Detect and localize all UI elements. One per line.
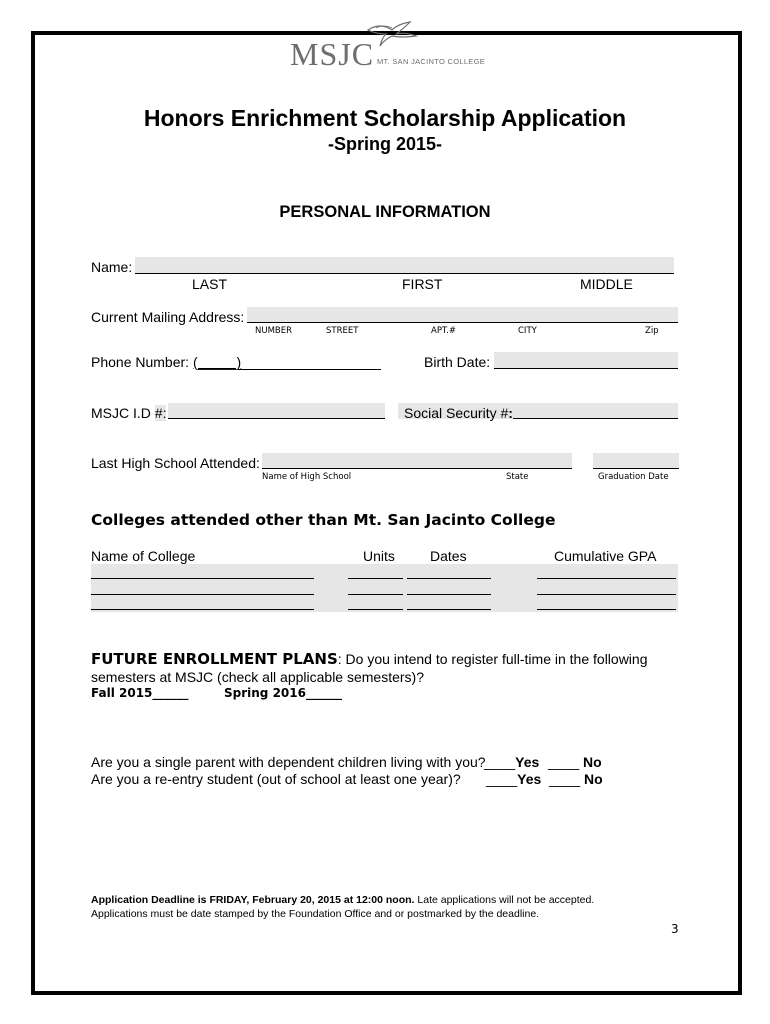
reentry-yes[interactable] — [486, 771, 541, 787]
fall-2015-label: Fall 2015 — [91, 686, 153, 700]
single-parent-yes[interactable] — [484, 754, 539, 770]
single-parent-no-label: No — [583, 754, 602, 770]
college-name-field[interactable] — [91, 578, 314, 579]
page-subtitle: -Spring 2015- — [327, 134, 443, 154]
birth-date-label: Birth Date: — [424, 354, 491, 370]
reentry-yes-label: Yes — [517, 771, 542, 787]
name-label: Name: — [91, 259, 133, 275]
address-sub-street: STREET — [326, 326, 359, 336]
address-sub-zip: Zip — [645, 326, 659, 336]
spring-2016-option[interactable] — [224, 686, 342, 700]
future-enrollment-heading: FUTURE ENROLLMENT PLANS — [91, 650, 338, 668]
ssn-field[interactable] — [513, 418, 678, 419]
college-name-field[interactable] — [91, 609, 314, 610]
graduation-date-field[interactable] — [593, 453, 679, 469]
page-number: 3 — [671, 922, 679, 936]
reentry-no[interactable] — [549, 771, 603, 787]
ssn-label-b: : — [508, 405, 513, 421]
logo-text: MSJC — [290, 36, 375, 72]
college-gpa-field[interactable] — [537, 578, 676, 579]
page-title: Honors Enrichment Scholarship Application — [143, 105, 627, 131]
msjc-id-label-a: MSJC I.D — [91, 405, 155, 421]
name-sub-first: FIRST — [402, 276, 443, 292]
phone-label — [91, 354, 241, 370]
college-dates-field[interactable] — [407, 594, 491, 595]
fall-2015-option[interactable] — [91, 686, 188, 700]
highschool-sub-name: Name of High School — [262, 472, 352, 482]
spring-2016-label: Spring 2016 — [224, 686, 306, 700]
msjc-id-underline — [168, 418, 385, 419]
future-enrollment-line1 — [91, 650, 648, 668]
reentry-no-blank[interactable]: ____ — [549, 771, 581, 787]
college-gpa-field[interactable] — [537, 609, 676, 610]
highschool-field[interactable] — [262, 453, 572, 469]
highschool-sub-grad: Graduation Date — [598, 472, 669, 482]
phone-underline[interactable] — [238, 369, 381, 370]
msjc-id-field[interactable] — [168, 403, 385, 419]
college-col-dates: Dates — [430, 548, 467, 564]
graduation-date-underline — [593, 468, 679, 469]
deadline-bold: Application Deadline is FRIDAY, February 20, 2015 at 12:00 noon. — [91, 894, 415, 906]
single-parent-no[interactable] — [548, 754, 602, 770]
postmark-notice: Applications must be date stamped by the Foundation Office and or postmarked by the deadline. — [91, 908, 540, 920]
single-parent-no-blank[interactable]: ____ — [548, 754, 580, 770]
msjc-id-label-b: #: — [154, 405, 167, 421]
address-underline — [247, 322, 678, 323]
birth-date-underline — [494, 368, 678, 369]
college-name-field[interactable] — [91, 594, 314, 595]
address-sub-number: NUMBER — [255, 326, 293, 336]
college-dates-field[interactable] — [407, 578, 491, 579]
deadline-rest: Late applications will not be accepted. — [414, 894, 595, 906]
birth-date-field[interactable] — [494, 352, 678, 369]
colleges-heading: Colleges attended other than Mt. San Jacinto College — [91, 511, 556, 529]
college-col-gpa: Cumulative GPA — [554, 548, 657, 564]
name-sub-last: LAST — [192, 276, 228, 292]
single-parent-yes-label: Yes — [515, 754, 540, 770]
address-field[interactable] — [247, 307, 678, 323]
college-units-field[interactable] — [348, 594, 403, 595]
logo-subtext: MT. SAN JACINTO COLLEGE — [377, 57, 486, 66]
reentry-question: Are you a re-entry student (out of school at least one year)? — [91, 771, 461, 787]
spring-2016-blank[interactable]: ______ — [305, 686, 342, 700]
phone-area-code[interactable]: (_____) — [192, 354, 242, 370]
msjc-id-label — [91, 405, 166, 421]
deadline-notice — [91, 894, 594, 906]
highschool-underline — [262, 468, 572, 469]
address-label: Current Mailing Address: — [91, 309, 245, 325]
phone-label-text: Phone Number: — [91, 354, 193, 370]
single-parent-yes-blank[interactable]: ____ — [484, 754, 516, 770]
college-units-field[interactable] — [348, 578, 403, 579]
future-enrollment-line2: semesters at MSJC (check all applicable semesters)? — [91, 669, 425, 685]
address-sub-city: CITY — [518, 326, 537, 336]
colleges-table-shade — [91, 564, 678, 612]
name-sub-middle: MIDDLE — [580, 276, 633, 292]
highschool-sub-state: State — [506, 472, 529, 482]
reentry-no-label: No — [584, 771, 603, 787]
section-personal-information: PERSONAL INFORMATION — [279, 203, 491, 221]
name-underline — [135, 273, 674, 274]
highschool-label: Last High School Attended: — [91, 455, 260, 471]
fall-2015-blank[interactable]: ______ — [152, 686, 189, 700]
college-col-units: Units — [363, 548, 395, 564]
single-parent-question: Are you a single parent with dependent children living with you? — [91, 754, 486, 770]
ssn-label — [404, 405, 513, 421]
college-units-field[interactable] — [348, 609, 403, 610]
reentry-yes-blank[interactable]: ____ — [486, 771, 518, 787]
college-col-name: Name of College — [91, 548, 196, 564]
future-enrollment-text-a: : Do you intend to register full-time in the following — [337, 651, 648, 667]
college-dates-field[interactable] — [407, 609, 491, 610]
college-gpa-field[interactable] — [537, 594, 676, 595]
name-field[interactable] — [135, 257, 674, 274]
address-sub-apt: APT.# — [431, 326, 456, 336]
ssn-label-a: Social Security # — [404, 405, 509, 421]
